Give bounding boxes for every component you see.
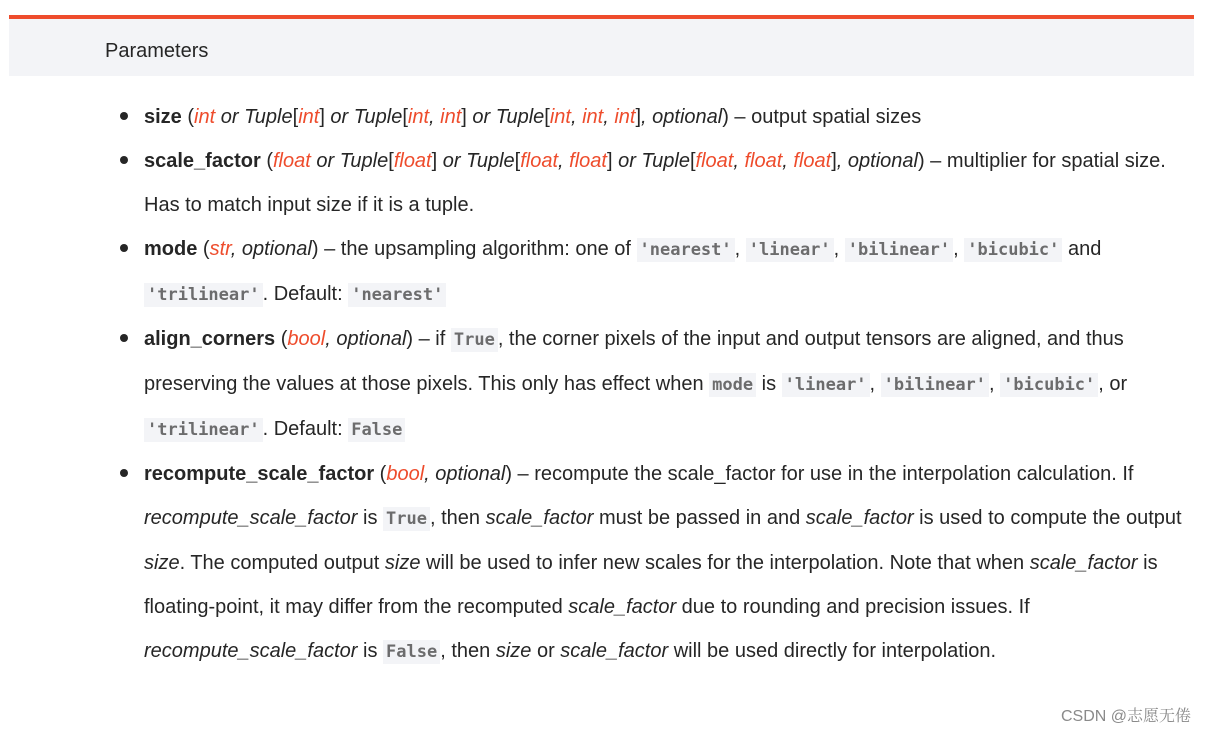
type-text: or Tuple xyxy=(310,150,389,172)
watermark: CSDN @志愿无倦 xyxy=(1060,708,1191,725)
code-literal: 'linear' xyxy=(746,238,834,262)
code-literal: 'nearest' xyxy=(348,283,446,307)
code-literal: False xyxy=(348,418,405,442)
type-link[interactable]: float xyxy=(272,150,311,172)
type-open: ( xyxy=(187,106,195,128)
italic-term: size xyxy=(384,552,421,574)
code-literal: False xyxy=(383,640,440,664)
code-literal: mode xyxy=(709,373,756,397)
type-bracket: [ xyxy=(388,150,394,172)
type-open: ( xyxy=(379,463,387,485)
param-description: , then xyxy=(440,640,496,662)
param-name: mode xyxy=(144,238,198,260)
type-bracket: [ xyxy=(544,106,550,128)
code-literal: True xyxy=(383,507,430,531)
type-link[interactable]: int xyxy=(440,106,462,128)
parameters-list xyxy=(118,95,1198,674)
type-bracket: ] xyxy=(635,106,642,128)
param-description: . The computed output xyxy=(179,552,385,574)
type-link[interactable]: int xyxy=(614,106,636,128)
param-description: is floating-point, it may differ from the recomputed xyxy=(144,552,1158,618)
param-description: – recompute the scale_factor for use in the interpolation calculation. If xyxy=(512,463,1134,485)
separator: , xyxy=(989,373,1001,395)
separator: , xyxy=(734,238,746,260)
type-bracket: ] xyxy=(831,150,837,172)
type-link[interactable]: int xyxy=(549,106,571,128)
param-name: size xyxy=(144,106,182,128)
type-text: or Tuple xyxy=(324,106,403,128)
type-link[interactable]: float xyxy=(393,150,432,172)
separator: , xyxy=(869,373,881,395)
code-literal: 'bicubic' xyxy=(1000,373,1098,397)
type-optional: , optional xyxy=(424,463,506,485)
param-mode xyxy=(118,227,1198,317)
type-close: ) xyxy=(406,328,414,350)
code-literal: 'trilinear' xyxy=(144,418,263,442)
type-optional: , optional xyxy=(641,106,723,128)
bullet-icon xyxy=(120,469,128,477)
type-close: ) xyxy=(505,463,512,485)
type-close: ) xyxy=(722,106,729,128)
separator: and xyxy=(1062,238,1102,260)
type-link[interactable]: float xyxy=(695,150,734,172)
code-literal: 'bilinear' xyxy=(881,373,989,397)
type-text: or Tuple xyxy=(612,150,690,172)
type-link[interactable]: bool xyxy=(386,463,425,485)
italic-term: scale_factor xyxy=(568,596,677,618)
code-literal: 'trilinear' xyxy=(144,283,263,307)
parameters-header xyxy=(9,15,1194,76)
italic-term: scale_factor xyxy=(1029,552,1138,574)
param-description: or xyxy=(531,640,561,662)
type-link[interactable]: float xyxy=(569,150,607,172)
param-name: recompute_scale_factor xyxy=(144,463,375,485)
param-description: – multiplier for spatial size. Has to match input size if it is a tuple. xyxy=(144,150,1166,216)
type-text: or Tuple xyxy=(437,150,515,172)
param-description: – the upsampling algorithm: one of xyxy=(318,238,637,260)
type-bracket: [ xyxy=(402,106,408,128)
code-literal: 'nearest' xyxy=(637,238,735,262)
type-optional: , optional xyxy=(325,328,407,350)
type-text: or Tuple xyxy=(466,106,545,128)
type-open: ( xyxy=(202,238,210,260)
type-link[interactable]: bool xyxy=(287,328,326,350)
separator: , xyxy=(953,238,965,260)
type-text: or Tuple xyxy=(215,106,293,128)
type-link[interactable]: float xyxy=(520,150,559,172)
param-description: – output spatial sizes xyxy=(728,106,922,128)
param-name: align_corners xyxy=(144,328,276,350)
type-bracket: ] xyxy=(606,150,613,172)
italic-term: recompute_scale_factor xyxy=(144,640,358,662)
param-description: will be used to infer new scales for the interpolation. Note that when xyxy=(420,552,1030,574)
code-literal: True xyxy=(451,328,498,352)
param-description: due to rounding and precision issues. If xyxy=(676,596,1030,618)
type-text: , xyxy=(558,150,570,172)
param-description: , then xyxy=(429,507,486,529)
type-link[interactable]: str xyxy=(209,238,231,260)
type-optional: , optional xyxy=(230,238,312,260)
code-literal: 'bilinear' xyxy=(845,238,953,262)
type-text: , xyxy=(429,106,441,128)
type-open: ( xyxy=(266,150,273,172)
type-link[interactable]: int xyxy=(194,106,216,128)
italic-term: size xyxy=(495,640,532,662)
type-link[interactable]: int xyxy=(582,106,604,128)
code-literal: 'linear' xyxy=(782,373,870,397)
param-size xyxy=(118,95,1198,139)
param-description: – if xyxy=(413,328,451,350)
type-bracket: ] xyxy=(461,106,467,128)
code-literal: 'bicubic' xyxy=(964,238,1062,262)
type-bracket: [ xyxy=(292,106,299,128)
type-text: , xyxy=(733,150,745,172)
param-description: is xyxy=(756,373,782,395)
type-link[interactable]: int xyxy=(298,106,320,128)
type-bracket: ] xyxy=(431,150,438,172)
separator: , xyxy=(833,238,845,260)
param-description: must be passed in and xyxy=(593,507,806,529)
param-recompute-scale-factor xyxy=(118,452,1198,674)
param-name: scale_factor xyxy=(144,150,261,172)
type-text: , xyxy=(782,150,794,172)
param-scale-factor xyxy=(118,139,1198,227)
type-link[interactable]: float xyxy=(744,150,783,172)
param-description: is used to compute the output xyxy=(913,507,1182,529)
bullet-icon xyxy=(120,112,128,120)
type-bracket: ] xyxy=(319,106,325,128)
type-text: , xyxy=(603,106,615,128)
separator: , or xyxy=(1098,373,1128,395)
param-description: will be used directly for interpolation. xyxy=(668,640,997,662)
italic-term: scale_factor xyxy=(485,507,594,529)
type-close: ) xyxy=(917,150,925,172)
param-description: is xyxy=(357,507,384,529)
type-close: ) xyxy=(311,238,319,260)
type-bracket: [ xyxy=(514,150,521,172)
bullet-icon xyxy=(120,244,128,252)
italic-term: scale_factor xyxy=(805,507,914,529)
parameters-title: Parameters xyxy=(105,40,209,62)
param-description: , the corner pixels of the input and output tensors are aligned, and thus preserving the values at those pixels. This only has effect when xyxy=(144,328,1124,395)
separator: . Default: xyxy=(262,283,349,305)
type-optional: , optional xyxy=(836,150,918,172)
type-bracket: [ xyxy=(689,150,696,172)
type-link[interactable]: float xyxy=(793,150,832,172)
param-align-corners xyxy=(118,317,1198,452)
type-text: , xyxy=(570,106,583,128)
param-description: is xyxy=(357,640,384,662)
italic-term: scale_factor xyxy=(560,640,669,662)
type-link[interactable]: int xyxy=(407,106,430,128)
italic-term: size xyxy=(144,552,180,574)
italic-term: recompute_scale_factor xyxy=(144,507,358,529)
type-open: ( xyxy=(280,328,288,350)
separator: . Default: xyxy=(262,418,349,440)
bullet-icon xyxy=(120,334,128,342)
bullet-icon xyxy=(120,156,128,164)
